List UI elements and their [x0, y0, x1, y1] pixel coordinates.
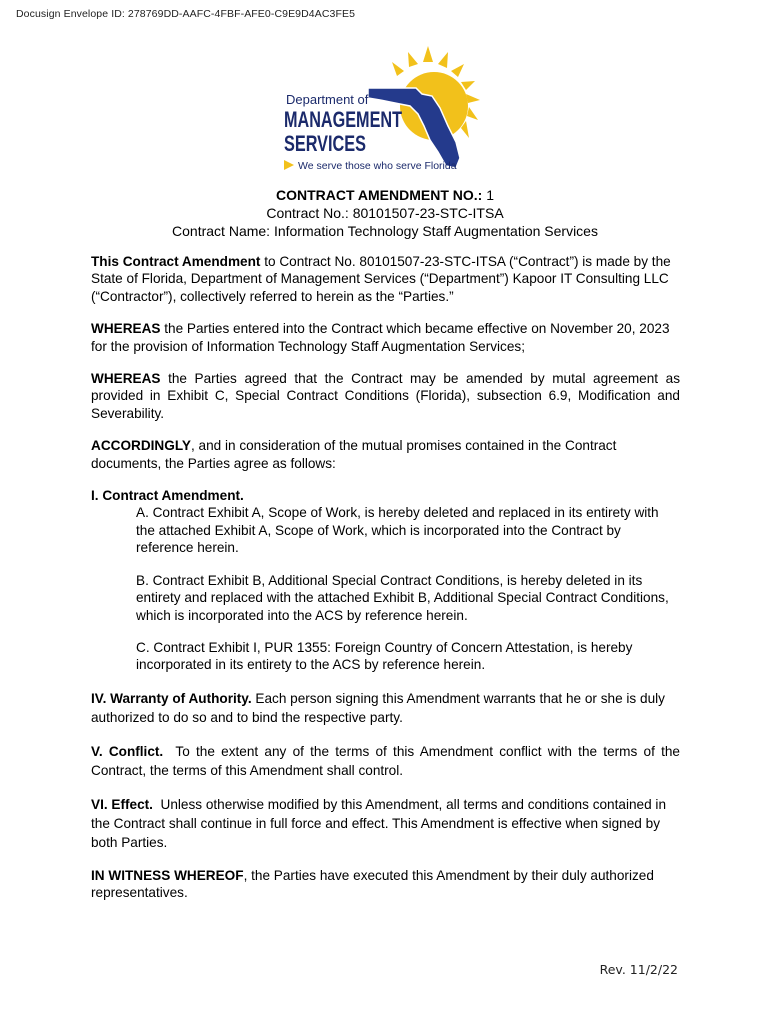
contract-number: Contract No.: 80101507-23-STC-ITSA — [266, 205, 504, 221]
section-5-text: To the extent any of the terms of this Amendment conflict with the terms of the Contract, the terms of this Amendment shall control. — [91, 743, 684, 778]
section-4-text: Each person signing this Amendment warrants that he or she is duly authorized to do so and to bind the respective party. — [91, 690, 665, 725]
document-body — [91, 253, 684, 917]
intro-text: to Contract No. 80101507-23-STC-ITSA (“Contract”) is made by the State of Florida, Department of Management Services (“Department”) Kapoor IT Consulting LLC (“Contractor”), collectively referred to herein as the “Parties.” — [91, 254, 671, 304]
amendment-title — [0, 186, 770, 204]
intro-bold: This Contract Amendment — [91, 254, 261, 269]
docusign-envelope-id: Docusign Envelope ID: 278769DD-AAFC-4FBF-AFE0-C9E9D4AC3FE5 — [16, 8, 356, 20]
arrow-right-icon — [284, 160, 294, 170]
amendment-number: 1 — [482, 187, 495, 203]
section-1-item-b: B. Contract Exhibit B, Additional Special Contract Conditions, is hereby deleted in its entirety and replaced with the attached Exhibit B, Additional Special Contract Conditions, which is incorporated into the ACS by reference herein. — [136, 572, 669, 623]
witness-paragraph — [91, 867, 680, 902]
accordingly-bold: ACCORDINGLY — [91, 438, 191, 454]
whereas-1-text: the Parties entered into the Contract which became effective on November 20, 2023 for the provision of Information Technology Staff Augmentation Services; — [91, 321, 670, 354]
section-1-items — [136, 504, 680, 673]
section-1-heading: I. Contract Amendment. — [91, 488, 244, 504]
section-6-text: Unless otherwise modified by this Amendment, all terms and conditions contained in the Contract shall continue in full force and effect. This Amendment is effective when signed by both Parties. — [91, 796, 670, 850]
section-4-paragraph — [91, 689, 680, 727]
accordingly-paragraph — [91, 437, 680, 472]
dms-logo — [282, 44, 482, 174]
section-1-item-a: A. Contract Exhibit A, Scope of Work, is hereby deleted and replaced in its entirety with the attached Exhibit A, Scope of Work, which is incorporated into the Contract by reference herein. — [136, 505, 659, 556]
whereas-2-bold: WHEREAS — [91, 371, 161, 387]
logo-line-department-of: Department of — [286, 92, 369, 107]
intro-paragraph — [91, 253, 680, 305]
section-6-bold: VI. Effect. — [91, 796, 153, 812]
section-1-item-c: C. Contract Exhibit I, PUR 1355: Foreign Country of Concern Attestation, is hereby incorporated in its entirety to the ACS by reference herein. — [136, 639, 633, 673]
whereas-2-text: the Parties agreed that the Contract may be amended by mutal agreement as provided in Exhibit C, Special Contract Conditions (Florida), subsection 6.9, Modification and Severability. — [91, 371, 680, 421]
whereas-paragraph-1 — [91, 320, 680, 355]
section-4-bold: IV. Warranty of Authority. — [91, 690, 252, 706]
logo-line-services: SERVICES — [284, 131, 366, 156]
witness-text: , the Parties have executed this Amendment by their duly authorized representatives. — [91, 867, 654, 901]
accordingly-text: , and in consideration of the mutual promises contained in the Contract documents, the Parties agree as follows: — [91, 438, 617, 471]
revision-label: Rev. 11/2/22 — [599, 962, 678, 977]
contract-name: Contract Name: Information Technology Staff Augmentation Services — [172, 223, 598, 239]
logo-tagline: We serve those who serve Florida — [298, 160, 457, 172]
section-5-paragraph — [91, 742, 684, 780]
logo-line-management: MANAGEMENT — [284, 107, 403, 132]
witness-bold: IN WITNESS WHEREOF — [91, 867, 244, 883]
amendment-title-label: CONTRACT AMENDMENT NO.: — [275, 187, 483, 203]
section-6-paragraph — [91, 795, 680, 852]
document-heading — [0, 186, 770, 240]
section-5-bold: V. Conflict. — [91, 743, 164, 759]
whereas-paragraph-2 — [91, 370, 680, 422]
whereas-1-bold: WHEREAS — [91, 321, 161, 337]
